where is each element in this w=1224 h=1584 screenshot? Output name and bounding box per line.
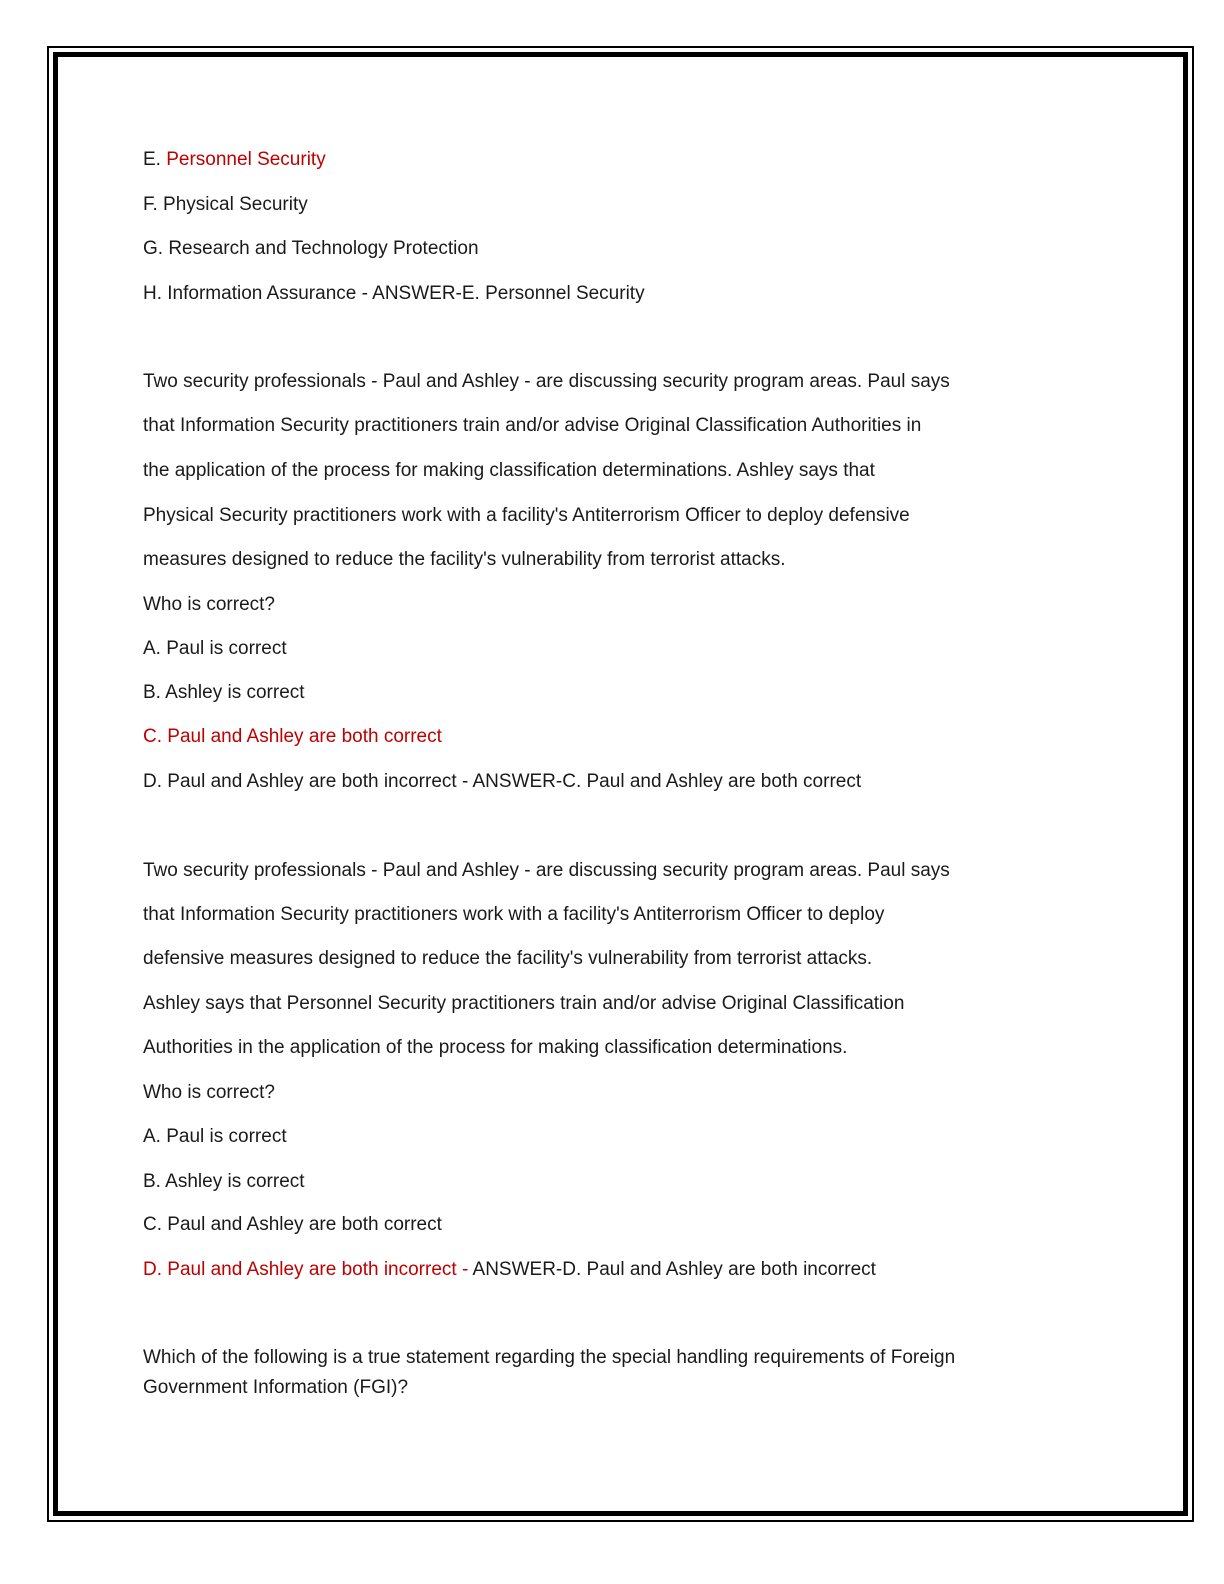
question-text: that Information Security practitioners train and/or advise Original Classification Authorities in	[143, 415, 922, 436]
question-text: Two security professionals - Paul and Ashley - are discussing security program areas. Paul says	[143, 860, 950, 881]
option-a: A. Paul is correct	[143, 1126, 287, 1147]
option-prefix: E.	[143, 149, 167, 170]
option-b: B. Ashley is correct	[143, 1171, 305, 1192]
highlighted-answer: Personnel Security	[166, 149, 326, 170]
option-e	[143, 149, 326, 171]
question-text: Physical Security practitioners work with a facility's Antiterrorism Officer to deploy defensive	[143, 505, 910, 526]
question-text: Ashley says that Personnel Security practitioners train and/or advise Original Classification	[143, 993, 905, 1014]
option-f: F. Physical Security	[143, 194, 308, 215]
option-d-answer: D. Paul and Ashley are both incorrect - ANSWER-C. Paul and Ashley are both correct	[143, 771, 862, 792]
option-prefix: C.	[143, 726, 168, 747]
option-a: A. Paul is correct	[143, 638, 287, 659]
question-text: Two security professionals - Paul and Ashley - are discussing security program areas. Paul says	[143, 371, 950, 392]
option-c	[143, 726, 442, 748]
option-c: C. Paul and Ashley are both correct	[143, 1214, 442, 1235]
highlighted-answer: Paul and Ashley are both incorrect -	[167, 1259, 469, 1280]
question-prompt: Who is correct?	[143, 594, 275, 615]
option-b: B. Ashley is correct	[143, 682, 305, 703]
question-text: that Information Security practitioners work with a facility's Antiterrorism Officer to deploy	[143, 904, 885, 925]
question-text: Which of the following is a true statement regarding the special handling requirements of Foreign	[143, 1347, 956, 1368]
answer-key: ANSWER-D. Paul and Ashley are both incorrect	[468, 1259, 876, 1280]
option-h-answer: H. Information Assurance - ANSWER-E. Personnel Security	[143, 283, 645, 304]
option-prefix: D.	[143, 1259, 168, 1280]
question-text: defensive measures designed to reduce the facility's vulnerability from terrorist attacks.	[143, 948, 873, 969]
option-d-answer	[143, 1259, 876, 1281]
question-text: measures designed to reduce the facility's vulnerability from terrorist attacks.	[143, 549, 786, 570]
option-g: G. Research and Technology Protection	[143, 238, 479, 259]
highlighted-answer: Paul and Ashley are both correct	[167, 726, 442, 747]
question-text: the application of the process for making classification determinations. Ashley says that	[143, 460, 875, 481]
question-text: Government Information (FGI)?	[143, 1377, 409, 1398]
question-text: Authorities in the application of the process for making classification determinations.	[143, 1037, 848, 1058]
question-prompt: Who is correct?	[143, 1082, 275, 1103]
